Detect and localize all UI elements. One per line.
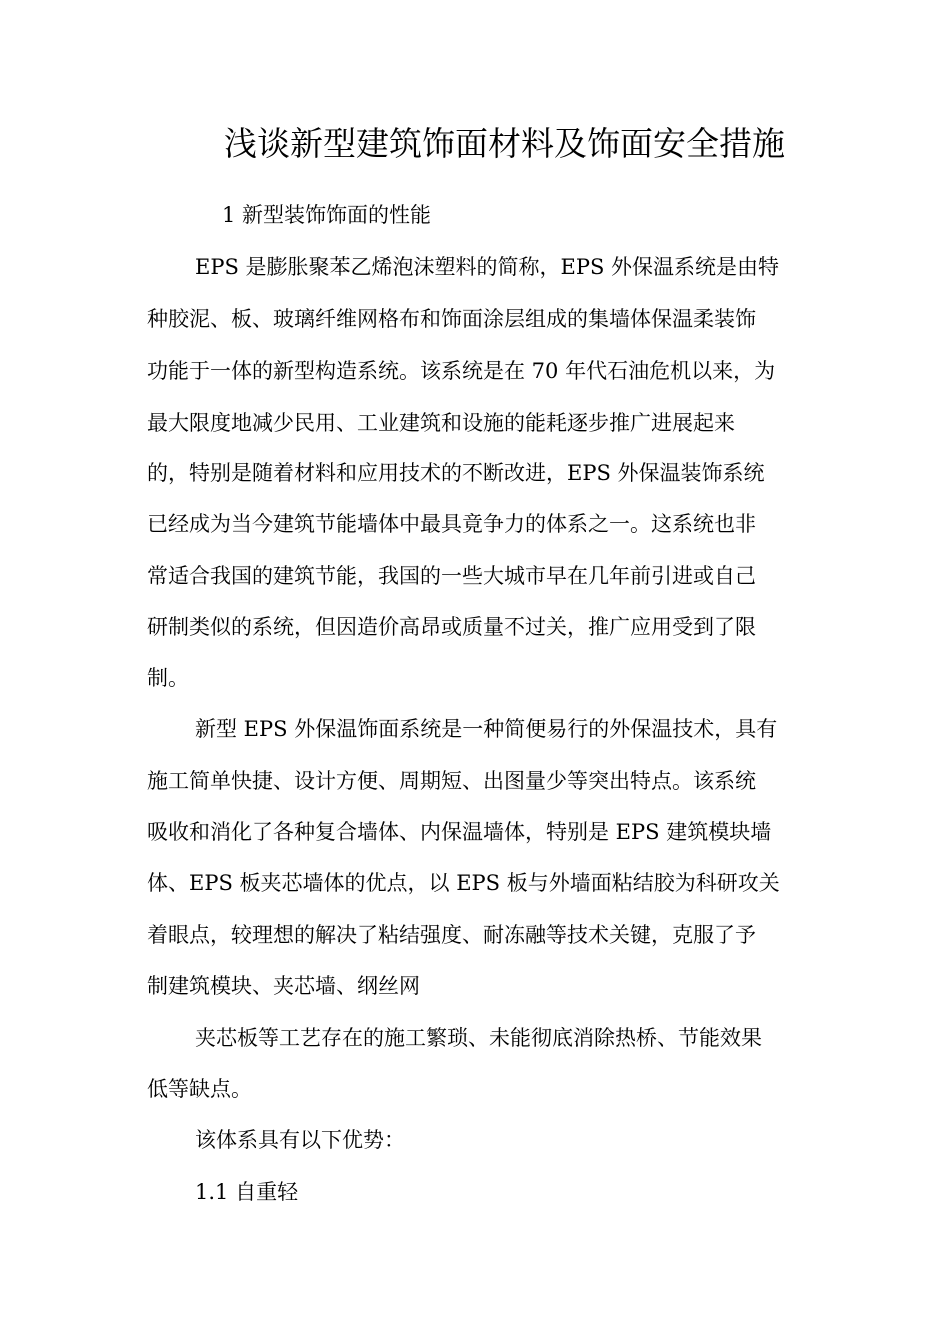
subsection-heading-1-1: 1.1 自重轻 [195,1180,299,1204]
paragraph-2-line-3: 吸收和消化了各种复合墙体、内保温墙体，特别是 EPS 建筑模块墙 [147,820,772,844]
document-title: 浅谈新型建筑饰面材料及饰面安全措施 [224,124,785,163]
paragraph-2-line-5: 着眼点，较理想的解决了粘结强度、耐冻融等技术关键，克服了予 [147,923,756,947]
paragraph-1-line-8: 研制类似的系统，但因造价高昂或质量不过关，推广应用受到了限 [147,615,756,639]
paragraph-1-line-4: 最大限度地减少民用、工业建筑和设施的能耗逐步推广进展起来 [147,411,735,435]
section-heading: 1 新型装饰饰面的性能 [222,203,432,227]
paragraph-3-line-1: 夹芯板等工艺存在的施工繁琐、未能彻底消除热桥、节能效果 [195,1026,762,1050]
paragraph-3-line-2: 低等缺点。 [147,1077,252,1101]
paragraph-1-line-5: 的，特别是随着材料和应用技术的不断改进，EPS 外保温装饰系统 [147,461,765,485]
paragraph-1-line-1: EPS 是膨胀聚苯乙烯泡沫塑料的简称，EPS 外保温系统是由特 [195,255,780,279]
paragraph-2-line-2: 施工简单快捷、设计方便、周期短、出图量少等突出特点。该系统 [147,769,756,793]
paragraph-2-line-1: 新型 EPS 外保温饰面系统是一种简便易行的外保温技术，具有 [195,717,778,741]
advantages-intro: 该体系具有以下优势： [195,1128,405,1152]
paragraph-1-line-7: 常适合我国的建筑节能，我国的一些大城市早在几年前引进或自己 [147,564,756,588]
paragraph-2-line-4: 体、EPS 板夹芯墙体的优点，以 EPS 板与外墙面粘结胶为科研攻关 [147,871,780,895]
paragraph-1-line-3: 功能于一体的新型构造系统。该系统是在 70 年代石油危机以来，为 [147,359,776,383]
paragraph-2-line-6: 制建筑模块、夹芯墙、纲丝网 [147,974,420,998]
paragraph-1-line-2: 种胶泥、板、玻璃纤维网格布和饰面涂层组成的集墙体保温柔装饰 [147,307,756,331]
paragraph-1-line-9: 制。 [147,666,189,690]
paragraph-1-line-6: 已经成为当今建筑节能墙体中最具竟争力的体系之一。这系统也非 [147,512,756,536]
